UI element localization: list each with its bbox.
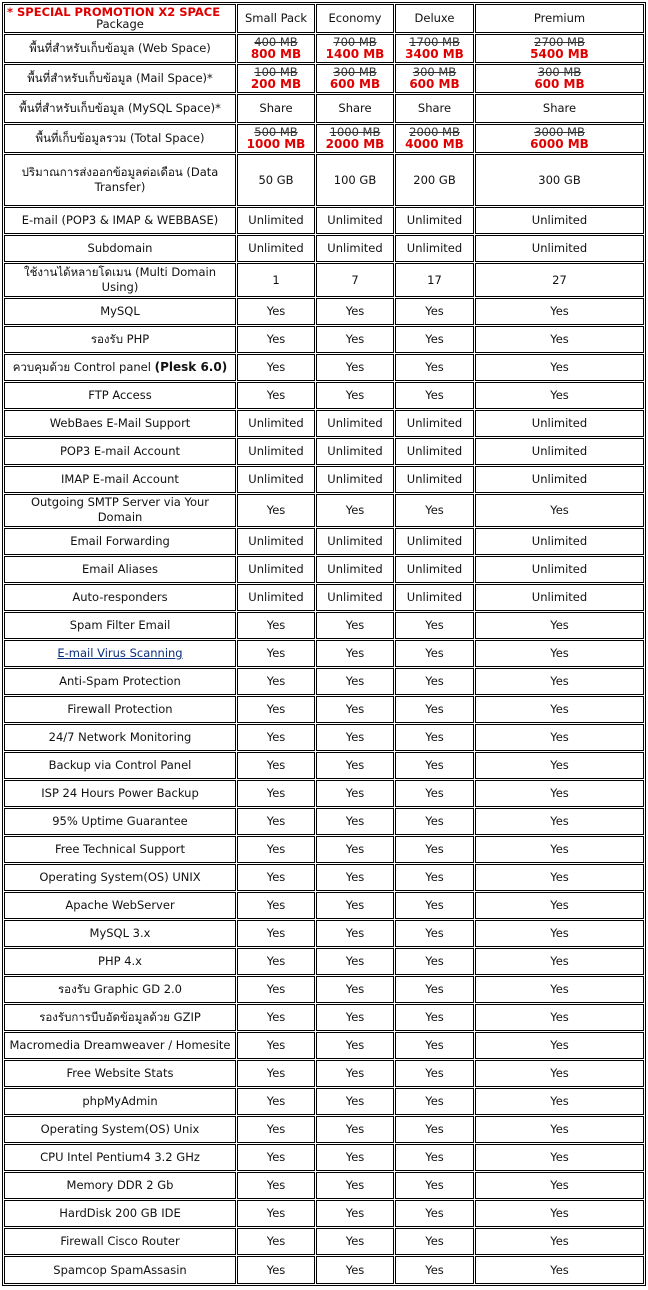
cell-deluxe: Yes bbox=[395, 382, 474, 409]
cell-deluxe: Unlimited bbox=[395, 207, 474, 234]
cell-deluxe: Yes bbox=[395, 668, 474, 695]
new-space-value: 5400 MB bbox=[530, 46, 589, 61]
feature-row bbox=[4, 808, 644, 835]
cell-economy: Yes bbox=[316, 298, 394, 325]
cell-economy: Yes bbox=[316, 836, 394, 863]
cell-premium: Unlimited bbox=[475, 410, 644, 437]
row-label: พื้นที่สำหรับเก็บข้อมูล (Web Space) bbox=[4, 34, 236, 63]
cell-deluxe: Yes bbox=[395, 1088, 474, 1115]
feature-row bbox=[4, 892, 644, 919]
cell-economy: Yes bbox=[316, 354, 394, 381]
header-plan-premium: Premium bbox=[475, 4, 644, 33]
feature-row bbox=[4, 752, 644, 779]
row-label: Memory DDR 2 Gb bbox=[4, 1172, 236, 1199]
cell-deluxe: Yes bbox=[395, 1256, 474, 1284]
row-label: Operating System(OS) UNIX bbox=[4, 864, 236, 891]
feature-row bbox=[4, 354, 644, 381]
old-space-value: 300 MB bbox=[333, 64, 377, 79]
cell-small-pack: Yes bbox=[237, 976, 315, 1003]
cell-small-pack: Yes bbox=[237, 668, 315, 695]
cell-economy: Unlimited bbox=[316, 556, 394, 583]
feature-row bbox=[4, 1144, 644, 1171]
old-space-value: 1700 MB bbox=[409, 34, 460, 49]
old-space-value: 1000 MB bbox=[329, 124, 381, 139]
cell-deluxe: Unlimited bbox=[395, 528, 474, 555]
cell-deluxe: Unlimited bbox=[395, 235, 474, 262]
cell-premium: Yes bbox=[475, 808, 644, 835]
cell-economy: Yes bbox=[316, 1228, 394, 1255]
cell-economy: Yes bbox=[316, 668, 394, 695]
cell-deluxe: 200 GB bbox=[395, 154, 474, 206]
cell-premium: Yes bbox=[475, 920, 644, 947]
cell-premium: Unlimited bbox=[475, 438, 644, 465]
cell-premium: Unlimited bbox=[475, 556, 644, 583]
cell-premium: Yes bbox=[475, 668, 644, 695]
feature-row bbox=[4, 410, 644, 437]
row-label: PHP 4.x bbox=[4, 948, 236, 975]
cell-small-pack: Yes bbox=[237, 382, 315, 409]
feature-row bbox=[4, 864, 644, 891]
cell-premium: Yes bbox=[475, 892, 644, 919]
cell-small-pack: Yes bbox=[237, 780, 315, 807]
cell-premium: Yes bbox=[475, 724, 644, 751]
plesk-version-label: (Plesk 6.0) bbox=[154, 359, 228, 374]
cell-economy: Yes bbox=[316, 326, 394, 353]
cell-small-pack: Yes bbox=[237, 1004, 315, 1031]
cell-small-pack: 1 bbox=[237, 263, 315, 296]
old-space-value: 300 MB bbox=[537, 64, 582, 79]
row-label: Apache WebServer bbox=[4, 892, 236, 919]
cell-small-pack: Yes bbox=[237, 1144, 315, 1171]
cell-deluxe: Yes bbox=[395, 1116, 474, 1143]
old-space-value: 100 MB bbox=[254, 64, 298, 79]
cell-small-pack: Yes bbox=[237, 1200, 315, 1227]
row-label: Backup via Control Panel bbox=[4, 752, 236, 779]
row-label: Operating System(OS) Unix bbox=[4, 1116, 236, 1143]
feature-row bbox=[4, 438, 644, 465]
feature-row bbox=[4, 235, 644, 262]
row-label: Firewall Protection bbox=[4, 696, 236, 723]
feature-row bbox=[4, 1116, 644, 1143]
old-space-value: 2000 MB bbox=[409, 124, 460, 139]
cell-deluxe: Yes bbox=[395, 724, 474, 751]
cell-deluxe: Yes bbox=[395, 920, 474, 947]
row-label-text: ควบคุมด้วย Control panel bbox=[12, 359, 155, 374]
feature-row bbox=[4, 1004, 644, 1031]
cell-premium bbox=[475, 124, 644, 153]
cell-small-pack: Yes bbox=[237, 836, 315, 863]
cell-deluxe: Yes bbox=[395, 948, 474, 975]
feature-row bbox=[4, 1088, 644, 1115]
cell-premium bbox=[475, 34, 644, 63]
cell-deluxe: Yes bbox=[395, 1144, 474, 1171]
cell-small-pack: Yes bbox=[237, 724, 315, 751]
cell-economy: Yes bbox=[316, 1256, 394, 1284]
cell-economy: Yes bbox=[316, 382, 394, 409]
cell-premium: Yes bbox=[475, 354, 644, 381]
cell-small-pack: Yes bbox=[237, 948, 315, 975]
cell-economy: Yes bbox=[316, 1144, 394, 1171]
space-row bbox=[4, 64, 644, 93]
feature-row bbox=[4, 948, 644, 975]
feature-row bbox=[4, 466, 644, 493]
cell-deluxe: Yes bbox=[395, 808, 474, 835]
feature-row bbox=[4, 976, 644, 1003]
new-space-value: 600 MB bbox=[409, 76, 460, 91]
cell-economy bbox=[316, 64, 394, 93]
feature-row bbox=[4, 668, 644, 695]
cell-economy: Unlimited bbox=[316, 235, 394, 262]
cell-economy bbox=[316, 124, 394, 153]
cell-premium: Yes bbox=[475, 326, 644, 353]
row-label: 24/7 Network Monitoring bbox=[4, 724, 236, 751]
cell-small-pack: Unlimited bbox=[237, 584, 315, 611]
row-label: MySQL bbox=[4, 298, 236, 325]
cell-deluxe: Yes bbox=[395, 1200, 474, 1227]
cell-premium bbox=[475, 64, 644, 93]
cell-deluxe: Yes bbox=[395, 1228, 474, 1255]
cell-premium: Yes bbox=[475, 640, 644, 667]
feature-row bbox=[4, 1032, 644, 1059]
cell-premium: Share bbox=[475, 94, 644, 123]
row-label: ISP 24 Hours Power Backup bbox=[4, 780, 236, 807]
cell-premium: Unlimited bbox=[475, 528, 644, 555]
cell-deluxe: Yes bbox=[395, 1032, 474, 1059]
cell-deluxe: Unlimited bbox=[395, 466, 474, 493]
new-space-value: 2000 MB bbox=[325, 136, 385, 151]
cell-premium: Yes bbox=[475, 1172, 644, 1199]
cell-economy: Yes bbox=[316, 1116, 394, 1143]
row-label: WebBaes E-Mail Support bbox=[4, 410, 236, 437]
cell-premium: Yes bbox=[475, 612, 644, 639]
feature-row bbox=[4, 780, 644, 807]
cell-economy: Yes bbox=[316, 696, 394, 723]
row-label: 95% Uptime Guarantee bbox=[4, 808, 236, 835]
cell-premium: Yes bbox=[475, 1032, 644, 1059]
cell-economy: Yes bbox=[316, 1200, 394, 1227]
cell-premium: Yes bbox=[475, 1144, 644, 1171]
new-space-value: 200 MB bbox=[250, 76, 302, 91]
cell-economy: Unlimited bbox=[316, 584, 394, 611]
cell-premium: Yes bbox=[475, 948, 644, 975]
cell-premium: Unlimited bbox=[475, 584, 644, 611]
cell-small-pack: Unlimited bbox=[237, 438, 315, 465]
cell-economy: Yes bbox=[316, 1004, 394, 1031]
row-label: ปริมาณการส่งออกข้อมูลต่อเดือน (Data Transfer) bbox=[4, 154, 236, 206]
cell-deluxe bbox=[395, 124, 474, 153]
cell-small-pack: Yes bbox=[237, 1060, 315, 1087]
cell-economy: 7 bbox=[316, 263, 394, 296]
cell-small-pack: Yes bbox=[237, 354, 315, 381]
cell-deluxe: Yes bbox=[395, 752, 474, 779]
row-label: พื้นที่สำหรับเก็บข้อมูล (MySQL Space)* bbox=[4, 94, 236, 123]
cell-premium: Yes bbox=[475, 752, 644, 779]
cell-small-pack: Yes bbox=[237, 298, 315, 325]
cell-economy: Unlimited bbox=[316, 410, 394, 437]
cell-small-pack: Unlimited bbox=[237, 410, 315, 437]
feature-row bbox=[4, 836, 644, 863]
cell-economy: Share bbox=[316, 94, 394, 123]
cell-deluxe: Share bbox=[395, 94, 474, 123]
row-label: Spam Filter Email bbox=[4, 612, 236, 639]
cell-small-pack: Yes bbox=[237, 920, 315, 947]
cell-deluxe: Unlimited bbox=[395, 556, 474, 583]
feature-row bbox=[4, 584, 644, 611]
cell-economy bbox=[316, 34, 394, 63]
cell-deluxe: Yes bbox=[395, 494, 474, 527]
feature-row bbox=[4, 556, 644, 583]
cell-premium: Yes bbox=[475, 696, 644, 723]
cell-small-pack: Yes bbox=[237, 1116, 315, 1143]
cell-economy: Yes bbox=[316, 752, 394, 779]
cell-economy: Yes bbox=[316, 724, 394, 751]
cell-deluxe: Unlimited bbox=[395, 438, 474, 465]
cell-premium: Yes bbox=[475, 382, 644, 409]
row-label: FTP Access bbox=[4, 382, 236, 409]
row-label: Outgoing SMTP Server via Your Domain bbox=[4, 494, 236, 527]
cell-small-pack: Yes bbox=[237, 612, 315, 639]
cell-economy: Yes bbox=[316, 892, 394, 919]
cell-economy: Unlimited bbox=[316, 207, 394, 234]
old-space-value: 2700 MB bbox=[534, 34, 585, 49]
old-space-value: 3000 MB bbox=[534, 124, 585, 139]
virus-scanning-link[interactable]: E-mail Virus Scanning bbox=[57, 646, 183, 661]
feature-row bbox=[4, 298, 644, 325]
cell-premium: 27 bbox=[475, 263, 644, 296]
header-package-cell bbox=[4, 4, 236, 33]
new-space-value: 1000 MB bbox=[246, 136, 306, 151]
row-label: รองรับการบีบอัดข้อมูลด้วย GZIP bbox=[4, 1004, 236, 1031]
feature-row bbox=[4, 1200, 644, 1227]
cell-small-pack: Yes bbox=[237, 1172, 315, 1199]
row-label[interactable] bbox=[4, 640, 236, 667]
hosting-packages-table-frame bbox=[2, 2, 646, 1286]
cell-deluxe: Yes bbox=[395, 1004, 474, 1031]
feature-row bbox=[4, 1060, 644, 1087]
cell-economy: Unlimited bbox=[316, 438, 394, 465]
cell-deluxe: Yes bbox=[395, 864, 474, 891]
feature-row bbox=[4, 494, 644, 527]
feature-row bbox=[4, 724, 644, 751]
cell-premium: Yes bbox=[475, 1116, 644, 1143]
old-space-value: 500 MB bbox=[254, 124, 298, 139]
row-label: Free Technical Support bbox=[4, 836, 236, 863]
feature-row bbox=[4, 1228, 644, 1255]
cell-deluxe: Yes bbox=[395, 298, 474, 325]
row-label: พื้นที่สำหรับเก็บข้อมูล (Mail Space)* bbox=[4, 64, 236, 93]
header-plan-deluxe: Deluxe bbox=[395, 4, 474, 33]
space-row bbox=[4, 34, 644, 63]
cell-deluxe: Unlimited bbox=[395, 584, 474, 611]
cell-economy: Yes bbox=[316, 864, 394, 891]
row-label: Firewall Cisco Router bbox=[4, 1228, 236, 1255]
cell-premium: Yes bbox=[475, 836, 644, 863]
cell-economy: Yes bbox=[316, 920, 394, 947]
special-promotion-label: * SPECIAL PROMOTION X2 SPACE bbox=[7, 5, 221, 20]
new-space-value: 6000 MB bbox=[530, 136, 589, 151]
cell-premium: Yes bbox=[475, 1088, 644, 1115]
feature-row bbox=[4, 920, 644, 947]
cell-premium: Unlimited bbox=[475, 207, 644, 234]
cell-small-pack bbox=[237, 34, 315, 63]
cell-premium: Yes bbox=[475, 1256, 644, 1284]
cell-deluxe bbox=[395, 34, 474, 63]
cell-small-pack: Yes bbox=[237, 1088, 315, 1115]
space-row bbox=[4, 94, 644, 123]
cell-economy: Yes bbox=[316, 494, 394, 527]
cell-small-pack bbox=[237, 64, 315, 93]
cell-economy: Unlimited bbox=[316, 466, 394, 493]
cell-small-pack: Yes bbox=[237, 808, 315, 835]
new-space-value: 1400 MB bbox=[325, 46, 385, 61]
cell-premium: Yes bbox=[475, 1200, 644, 1227]
row-label: POP3 E-mail Account bbox=[4, 438, 236, 465]
cell-economy: 100 GB bbox=[316, 154, 394, 206]
row-label: HardDisk 200 GB IDE bbox=[4, 1200, 236, 1227]
cell-small-pack: Unlimited bbox=[237, 466, 315, 493]
new-space-value: 4000 MB bbox=[405, 136, 464, 151]
row-label: ใช้งานได้หลายโดเมน (Multi Domain Using) bbox=[4, 263, 236, 296]
feature-row bbox=[4, 1172, 644, 1199]
cell-economy: Yes bbox=[316, 780, 394, 807]
header-plan-small-pack: Small Pack bbox=[237, 4, 315, 33]
hosting-packages-table bbox=[3, 3, 645, 1285]
feature-row bbox=[4, 528, 644, 555]
row-label: รองรับ Graphic GD 2.0 bbox=[4, 976, 236, 1003]
cell-premium: Unlimited bbox=[475, 235, 644, 262]
new-space-value: 600 MB bbox=[534, 76, 585, 91]
cell-small-pack: Yes bbox=[237, 1256, 315, 1284]
cell-premium: Yes bbox=[475, 298, 644, 325]
cell-deluxe: 17 bbox=[395, 263, 474, 296]
row-label: IMAP E-mail Account bbox=[4, 466, 236, 493]
feature-row bbox=[4, 640, 644, 667]
cell-deluxe: Yes bbox=[395, 1060, 474, 1087]
cell-deluxe: Unlimited bbox=[395, 410, 474, 437]
row-label bbox=[4, 354, 236, 381]
header-plan-economy: Economy bbox=[316, 4, 394, 33]
feature-row bbox=[4, 1256, 644, 1284]
cell-economy: Yes bbox=[316, 640, 394, 667]
row-label: Free Website Stats bbox=[4, 1060, 236, 1087]
cell-deluxe bbox=[395, 64, 474, 93]
cell-economy: Yes bbox=[316, 1088, 394, 1115]
cell-premium: Yes bbox=[475, 1004, 644, 1031]
cell-small-pack: Yes bbox=[237, 494, 315, 527]
row-label: Email Forwarding bbox=[4, 528, 236, 555]
header-package-label: Package bbox=[96, 17, 144, 32]
new-space-value: 800 MB bbox=[250, 46, 302, 61]
feature-row bbox=[4, 207, 644, 234]
cell-economy: Yes bbox=[316, 612, 394, 639]
cell-small-pack: Yes bbox=[237, 326, 315, 353]
cell-small-pack bbox=[237, 124, 315, 153]
row-label: พื้นที่เก็บข้อมูลรวม (Total Space) bbox=[4, 124, 236, 153]
new-space-value: 3400 MB bbox=[405, 46, 464, 61]
old-space-value: 300 MB bbox=[412, 64, 457, 79]
row-label: phpMyAdmin bbox=[4, 1088, 236, 1115]
cell-premium: Yes bbox=[475, 864, 644, 891]
cell-small-pack: Yes bbox=[237, 864, 315, 891]
cell-deluxe: Yes bbox=[395, 326, 474, 353]
feature-row bbox=[4, 696, 644, 723]
cell-deluxe: Yes bbox=[395, 780, 474, 807]
cell-small-pack: Yes bbox=[237, 1228, 315, 1255]
cell-economy: Yes bbox=[316, 1060, 394, 1087]
cell-premium: Unlimited bbox=[475, 466, 644, 493]
cell-premium: 300 GB bbox=[475, 154, 644, 206]
cell-deluxe: Yes bbox=[395, 354, 474, 381]
cell-premium: Yes bbox=[475, 1228, 644, 1255]
cell-deluxe: Yes bbox=[395, 976, 474, 1003]
cell-small-pack: Yes bbox=[237, 640, 315, 667]
row-label: Macromedia Dreamweaver / Homesite bbox=[4, 1032, 236, 1059]
row-label: Anti-Spam Protection bbox=[4, 668, 236, 695]
row-label: MySQL 3.x bbox=[4, 920, 236, 947]
cell-premium: Yes bbox=[475, 780, 644, 807]
cell-small-pack: Unlimited bbox=[237, 235, 315, 262]
cell-small-pack: Share bbox=[237, 94, 315, 123]
cell-small-pack: Unlimited bbox=[237, 207, 315, 234]
feature-row bbox=[4, 154, 644, 206]
cell-deluxe: Yes bbox=[395, 696, 474, 723]
new-space-value: 600 MB bbox=[329, 76, 381, 91]
old-space-value: 700 MB bbox=[333, 34, 377, 49]
row-label: Subdomain bbox=[4, 235, 236, 262]
row-label: Auto-responders bbox=[4, 584, 236, 611]
row-label: E-mail (POP3 & IMAP & WEBBASE) bbox=[4, 207, 236, 234]
cell-small-pack: Yes bbox=[237, 696, 315, 723]
feature-row bbox=[4, 612, 644, 639]
feature-row bbox=[4, 382, 644, 409]
cell-economy: Unlimited bbox=[316, 528, 394, 555]
cell-deluxe: Yes bbox=[395, 640, 474, 667]
cell-small-pack: 50 GB bbox=[237, 154, 315, 206]
cell-small-pack: Unlimited bbox=[237, 556, 315, 583]
cell-premium: Yes bbox=[475, 976, 644, 1003]
cell-economy: Yes bbox=[316, 976, 394, 1003]
cell-premium: Yes bbox=[475, 1060, 644, 1087]
cell-small-pack: Unlimited bbox=[237, 528, 315, 555]
feature-row bbox=[4, 263, 644, 296]
row-label: CPU Intel Pentium4 3.2 GHz bbox=[4, 1144, 236, 1171]
cell-economy: Yes bbox=[316, 808, 394, 835]
cell-economy: Yes bbox=[316, 1032, 394, 1059]
cell-economy: Yes bbox=[316, 1172, 394, 1199]
row-label: Spamcop SpamAssasin bbox=[4, 1256, 236, 1284]
old-space-value: 400 MB bbox=[254, 34, 298, 49]
cell-deluxe: Yes bbox=[395, 892, 474, 919]
header-row bbox=[4, 4, 644, 33]
cell-deluxe: Yes bbox=[395, 1172, 474, 1199]
row-label: รองรับ PHP bbox=[4, 326, 236, 353]
row-label: Email Aliases bbox=[4, 556, 236, 583]
cell-deluxe: Yes bbox=[395, 836, 474, 863]
cell-economy: Yes bbox=[316, 948, 394, 975]
cell-small-pack: Yes bbox=[237, 752, 315, 779]
cell-small-pack: Yes bbox=[237, 1032, 315, 1059]
space-row bbox=[4, 124, 644, 153]
cell-premium: Yes bbox=[475, 494, 644, 527]
feature-row bbox=[4, 326, 644, 353]
cell-deluxe: Yes bbox=[395, 612, 474, 639]
cell-small-pack: Yes bbox=[237, 892, 315, 919]
